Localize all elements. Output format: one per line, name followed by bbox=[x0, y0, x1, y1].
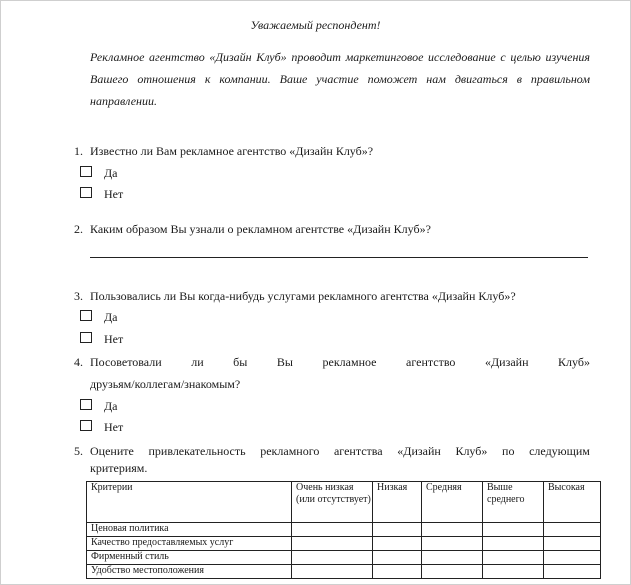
checkbox[interactable] bbox=[80, 420, 92, 431]
rating-cell[interactable] bbox=[544, 565, 601, 579]
option-label: Да bbox=[104, 310, 118, 324]
criteria-table bbox=[86, 481, 601, 579]
rating-cell[interactable] bbox=[422, 565, 483, 579]
intro-paragraph: Рекламное агентство «Дизайн Клуб» проводит маркетинговое исследование с целью изучения Вашего отношения к компании. Ваше участие поможет нам двигаться в правильном направлении. bbox=[90, 50, 590, 108]
checkbox[interactable] bbox=[80, 187, 92, 198]
table-row bbox=[87, 551, 601, 565]
option-label: Да bbox=[104, 399, 118, 413]
question-number: 1. bbox=[74, 144, 83, 158]
greeting: Уважаемый респондент! bbox=[250, 18, 381, 32]
criterion-label: Фирменный стиль bbox=[87, 551, 292, 565]
rating-cell[interactable] bbox=[292, 551, 373, 565]
q2-answer-line[interactable] bbox=[90, 257, 588, 258]
criterion-label: Качество предоставляемых услуг bbox=[87, 537, 292, 551]
checkbox[interactable] bbox=[80, 399, 92, 410]
table-row bbox=[87, 537, 601, 551]
rating-cell[interactable] bbox=[544, 537, 601, 551]
question-5-text: Оцените привлекательность рекламного агентства «Дизайн Клуб» по следующим bbox=[90, 444, 590, 458]
question-1 bbox=[74, 144, 373, 159]
rating-cell[interactable] bbox=[373, 537, 422, 551]
question-number: 3. bbox=[74, 289, 83, 303]
option-label: Нет bbox=[104, 420, 124, 434]
header-medium: Средняя bbox=[422, 482, 483, 523]
header-high: Высокая bbox=[544, 482, 601, 523]
criterion-label: Удобство местоположения bbox=[87, 565, 292, 579]
question-text: Пользовались ли Вы когда-нибудь услугами рекламного агентства «Дизайн Клуб»? bbox=[90, 289, 516, 303]
question-number: 2. bbox=[74, 222, 83, 236]
table-row bbox=[87, 565, 601, 579]
table-row bbox=[87, 523, 601, 537]
question-4-text: Посоветовали ли бы Вы рекламное агентство «Дизайн Клуб» bbox=[90, 355, 590, 369]
option-label: Нет bbox=[104, 187, 124, 201]
question-text: Каким образом Вы узнали о рекламном агентстве «Дизайн Клуб»? bbox=[90, 222, 431, 236]
rating-cell[interactable] bbox=[292, 565, 373, 579]
question-5-text-line2: критериям. bbox=[90, 461, 148, 475]
checkbox[interactable] bbox=[80, 166, 92, 177]
rating-cell[interactable] bbox=[373, 523, 422, 537]
question-2 bbox=[74, 222, 431, 237]
question-number: 5. bbox=[74, 444, 83, 458]
header-low: Низкая bbox=[373, 482, 422, 523]
checkbox[interactable] bbox=[80, 332, 92, 343]
rating-cell[interactable] bbox=[373, 551, 422, 565]
option-label: Нет bbox=[104, 332, 124, 346]
rating-cell[interactable] bbox=[544, 523, 601, 537]
question-4-text-line2: друзьям/коллегам/знакомым? bbox=[90, 377, 241, 391]
checkbox[interactable] bbox=[80, 310, 92, 321]
table-header-row bbox=[87, 482, 601, 523]
rating-cell[interactable] bbox=[422, 523, 483, 537]
header-very-low: Очень низкая (или отсутствует) bbox=[292, 482, 373, 523]
rating-cell[interactable] bbox=[373, 565, 422, 579]
question-number: 4. bbox=[74, 355, 83, 369]
header-above-average: Выше среднего bbox=[483, 482, 544, 523]
rating-cell[interactable] bbox=[422, 551, 483, 565]
rating-cell[interactable] bbox=[483, 523, 544, 537]
question-text: Известно ли Вам рекламное агентство «Дизайн Клуб»? bbox=[90, 144, 374, 158]
rating-cell[interactable] bbox=[422, 537, 483, 551]
question-3 bbox=[74, 289, 516, 304]
rating-cell[interactable] bbox=[292, 523, 373, 537]
question-5-number bbox=[74, 444, 90, 459]
header-criteria: Критерии bbox=[87, 482, 292, 523]
rating-cell[interactable] bbox=[292, 537, 373, 551]
rating-cell[interactable] bbox=[544, 551, 601, 565]
rating-cell[interactable] bbox=[483, 551, 544, 565]
rating-cell[interactable] bbox=[483, 565, 544, 579]
option-label: Да bbox=[104, 166, 118, 180]
question-4-number bbox=[74, 355, 90, 370]
criterion-label: Ценовая политика bbox=[87, 523, 292, 537]
rating-cell[interactable] bbox=[483, 537, 544, 551]
